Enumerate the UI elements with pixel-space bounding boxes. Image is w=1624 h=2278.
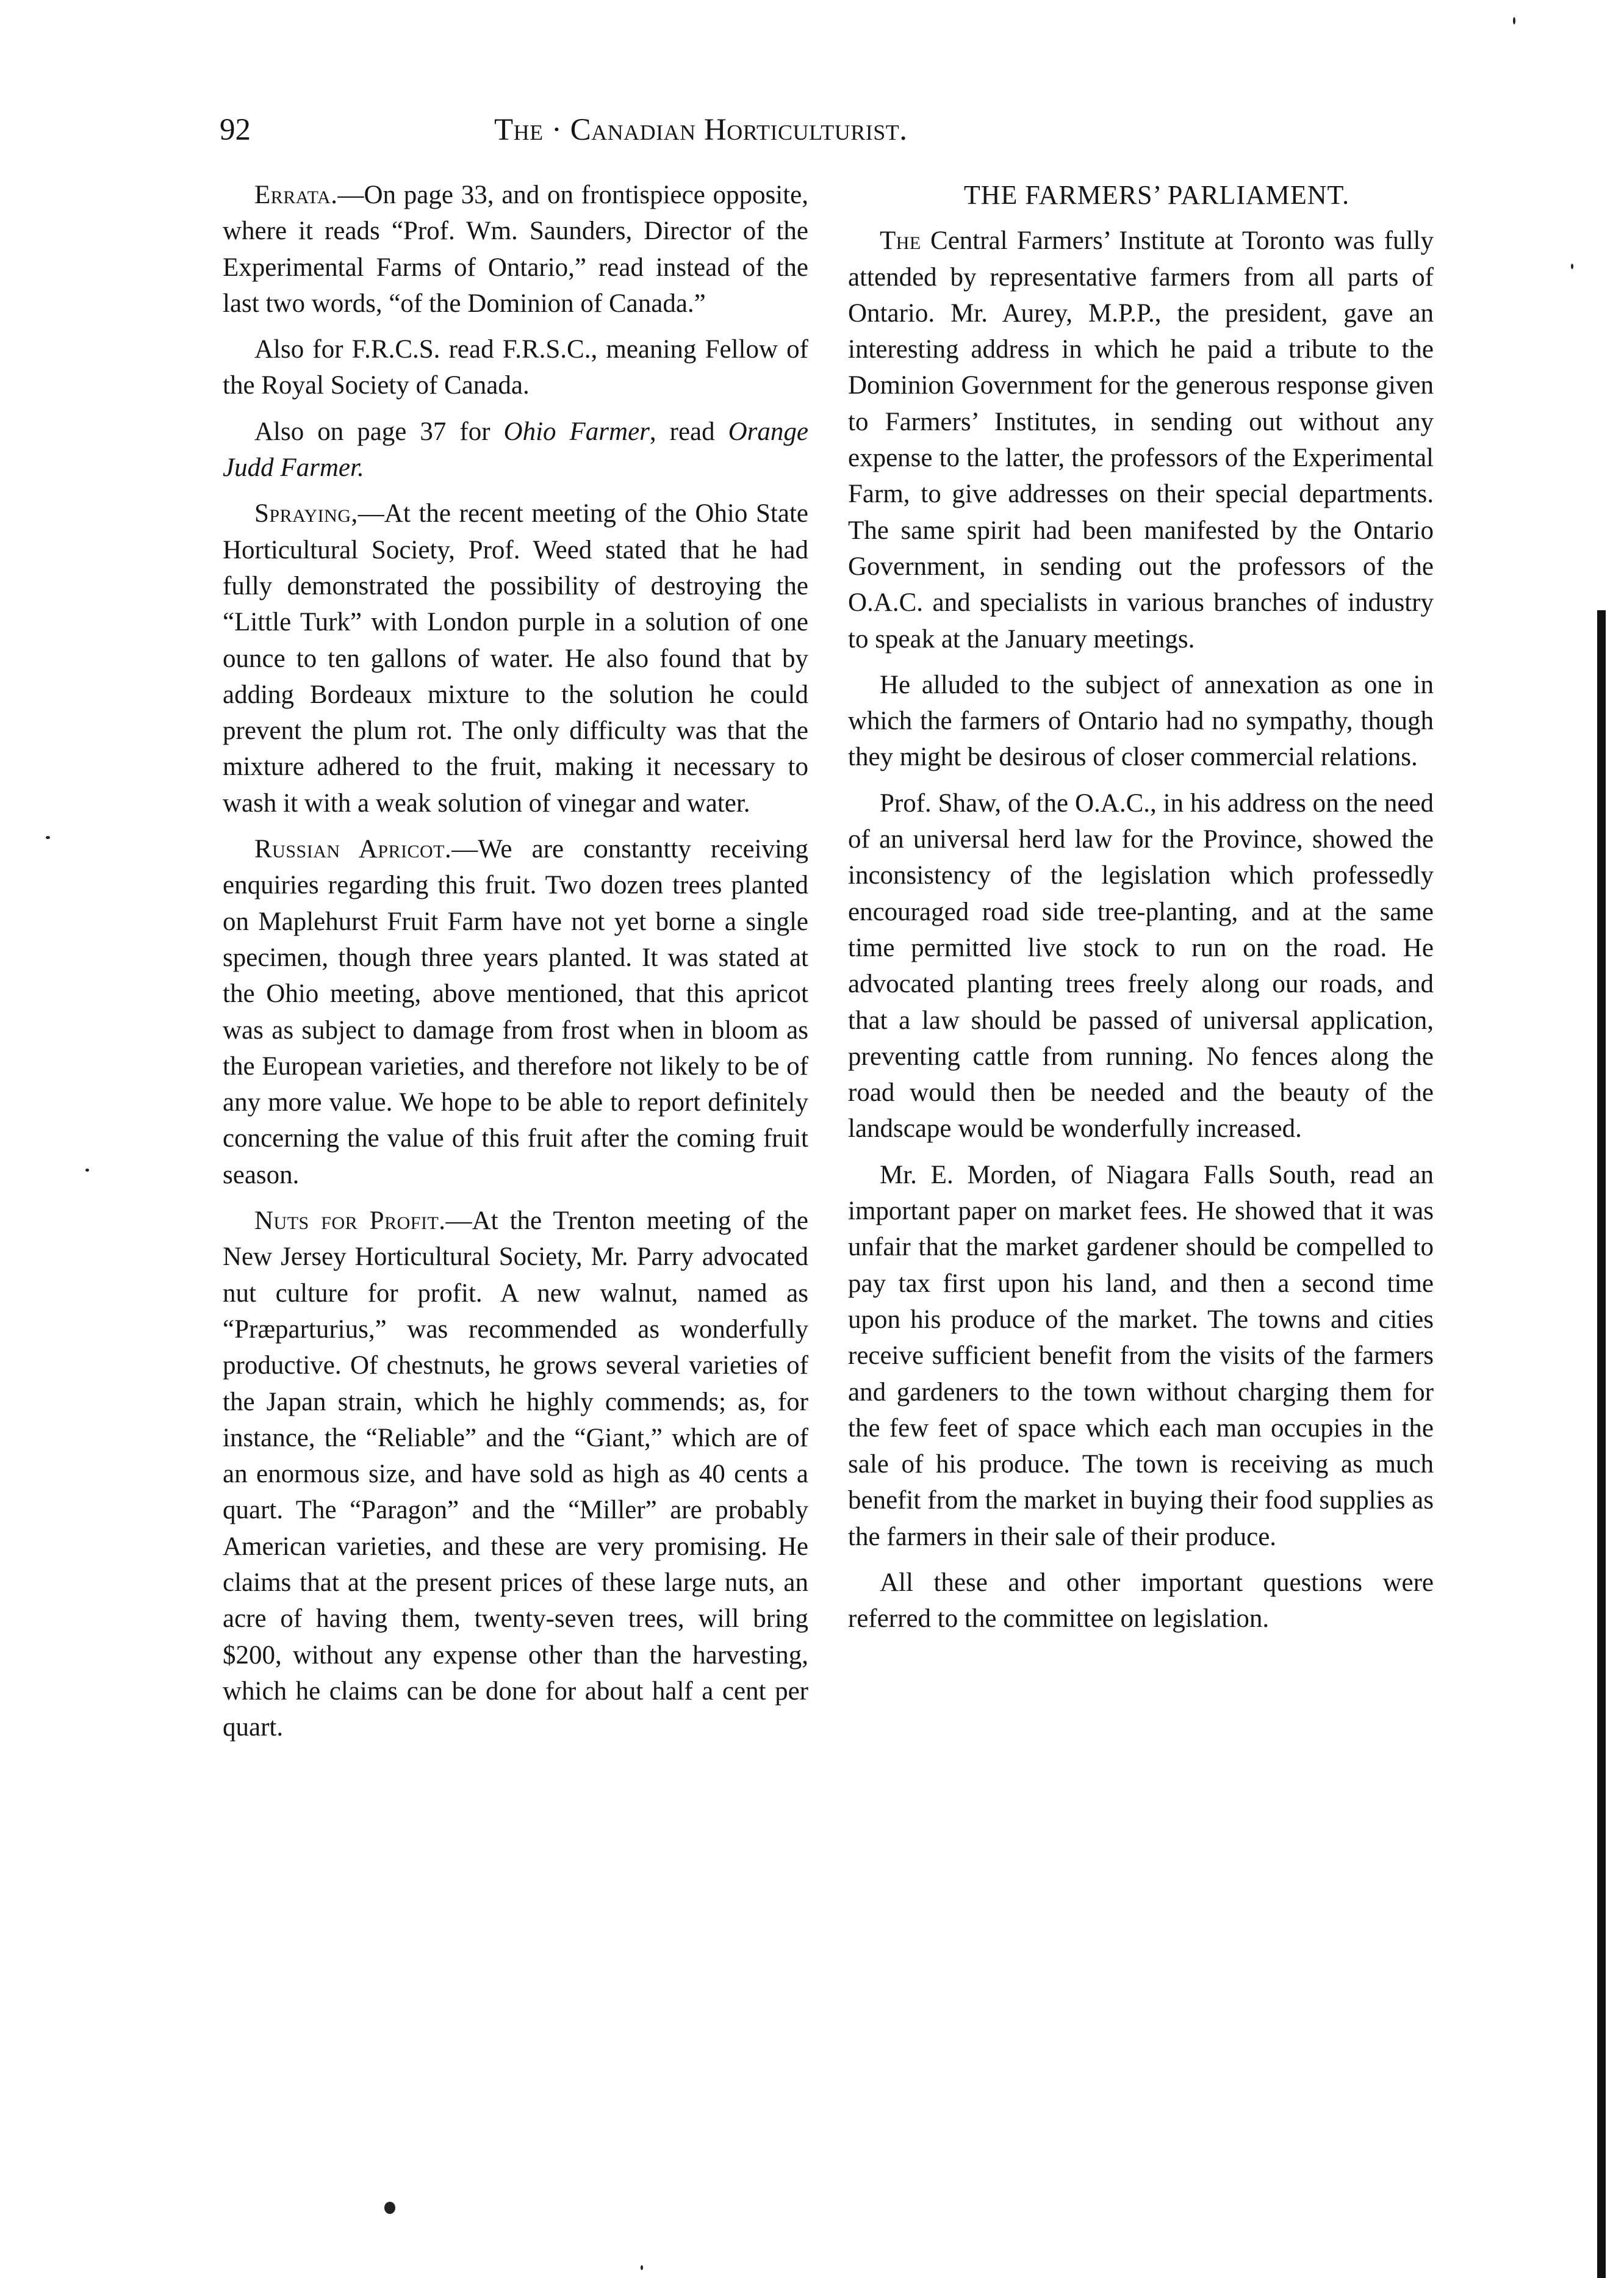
also-page37-paragraph [223, 414, 808, 486]
also-page37-middle: , read [649, 417, 728, 446]
errata-paragraph [223, 177, 808, 322]
p1-body: Central Farmers’ Institute at Toronto was fully attended by representative farmers from all parts of Ontario. Mr. Aurey, M.P.P., the president, gave an interesting address in which he paid a tribute to the Dominion Government for the generous response given to Farmers’ Institutes, in sending out without any expense to the latter, the professors of the Experimental Farm, to give addresses on their special departments. The same spirit had been manifested by the Ontario Government, in sending out the professors of the O.A.C. and specialists in various branches of industry to speak at the January meetings. [848, 226, 1434, 654]
section-title: THE FARMERS’ PARLIAMENT. [963, 180, 1350, 210]
errata-lead: Errata. [254, 181, 338, 209]
russian-apricot-body: —We are constantty receiving enquiries regarding this fruit. Two dozen trees planted on Maplehurst Fruit Farm have not yet borne a single specimen, though three years planted. It was stated at the Ohio meeting, above mentioned, that this apricot was as subject to damage from frost when in bloom as the European varieties, and therefore not likely to be of any more value. We hope to be able to report definitely concerning the value of this fruit after the coming fruit season. [223, 835, 809, 1189]
farmers-parliament-p2: He alluded to the subject of annexation as one in which the farmers of Ontario had no sympathy, though they might be desirous of closer commercial relations. [848, 670, 1434, 772]
nuts-for-profit-lead: Nuts for Profit. [254, 1206, 446, 1236]
scan-edge-shadow [1597, 610, 1606, 2278]
wrong-title: Ohio Farmer [503, 417, 650, 446]
also-page37-prefix: Also on page 37 for [254, 417, 504, 446]
right-title: Orange Judd Farmer. [223, 417, 808, 483]
page-number: 92 [220, 113, 251, 147]
speck [1513, 17, 1515, 24]
speck [46, 836, 50, 839]
spraying-paragraph [223, 496, 808, 821]
farmers-parliament-p3: Prof. Shaw, of the O.A.C., in his address on the need of an universal herd law for the Province, showed the inconsistency of the legislation which professedly encouraged road side tree-planting, and at the same time permitted live stock to run on the road. He advocated planting trees freely along our roads, and that a law should be passed of universal application, preventing cattle from running. No fences along the road would then be needed and the beauty of the landscape would be wonderfully increased. [848, 788, 1434, 1144]
also-frcs-paragraph: Also for F.R.C.S. read F.R.S.C., meaning Fellow of the Royal Society of Canada. [223, 335, 808, 400]
speck [641, 2265, 643, 2270]
speck [1571, 264, 1573, 269]
page-header [220, 109, 1153, 151]
nuts-for-profit-paragraph [223, 1203, 808, 1745]
russian-apricot-lead: Russian Apricot. [254, 835, 452, 864]
farmers-parliament-p1 [848, 223, 1434, 657]
p1-lead: The [880, 226, 921, 256]
russian-apricot-paragraph [223, 831, 808, 1193]
right-column [848, 177, 1434, 2038]
speck [384, 2202, 395, 2214]
left-column [223, 177, 808, 2038]
spraying-body: —At the recent meeting of the Ohio State Horticultural Society, Prof. Weed stated that he had fully demonstrated the possibility of destroying the “Little Turk” with London purple in a solution of one ounce to ten gallons of water. He also found that by adding Bordeaux mixture to the solution he could prevent the plum rot. The only difficulty was that the mixture adhered to the fruit, making it necessary to wash it with a weak solution of vinegar and water. [223, 499, 808, 818]
farmers-parliament-p4: Mr. E. Morden, of Niagara Falls South, read an important paper on market fees. He showed that it was unfair that the market gardener should be compelled to pay tax first upon his land, and then a second time upon his produce of the market. The towns and cities receive sufficient benefit from the visits of the farmers and gardeners to the town without charging them for the few feet of space which each man occupies in the sale of his produce. The town is receiving as much benefit from the market in buying their food supplies as the farmers in their sale of their produce. [848, 1160, 1434, 1551]
nuts-for-profit-body: —At the Trenton meeting of the New Jersey Horticultural Society, Mr. Parry advocated nut culture for profit. A new walnut, named as “Præparturius,” was recommended as wonderfully productive. Of chestnuts, he grows several varieties of the Japan strain, which he highly commends; as, for instance, the “Reliable” and the “Giant,” which are of an enormous size, and have sold as high as 40 cents a quart. The “Paragon” and the “Miller” are probably American varieties, and these are very promising. He claims that at the present prices of these large nuts, an acre of having them, twenty-seven trees, will bring $200, without any expense other than the harvesting, which he claims can be done for about half a cent per quart. [223, 1206, 808, 1742]
spraying-lead: Spraying, [254, 499, 358, 528]
errata-body: —On page 33, and on frontispiece opposite, where it reads “Prof. Wm. Saunders, Director of the Experimental Farms of Ontario,” read instead of the last two words, “of the Dominion of Canada.” [223, 181, 808, 318]
running-title: The · Canadian Horticulturist. [494, 113, 908, 147]
speck [85, 1169, 89, 1172]
farmers-parliament-p5: All these and other important questions were referred to the committee on legislation. [848, 1568, 1434, 1634]
